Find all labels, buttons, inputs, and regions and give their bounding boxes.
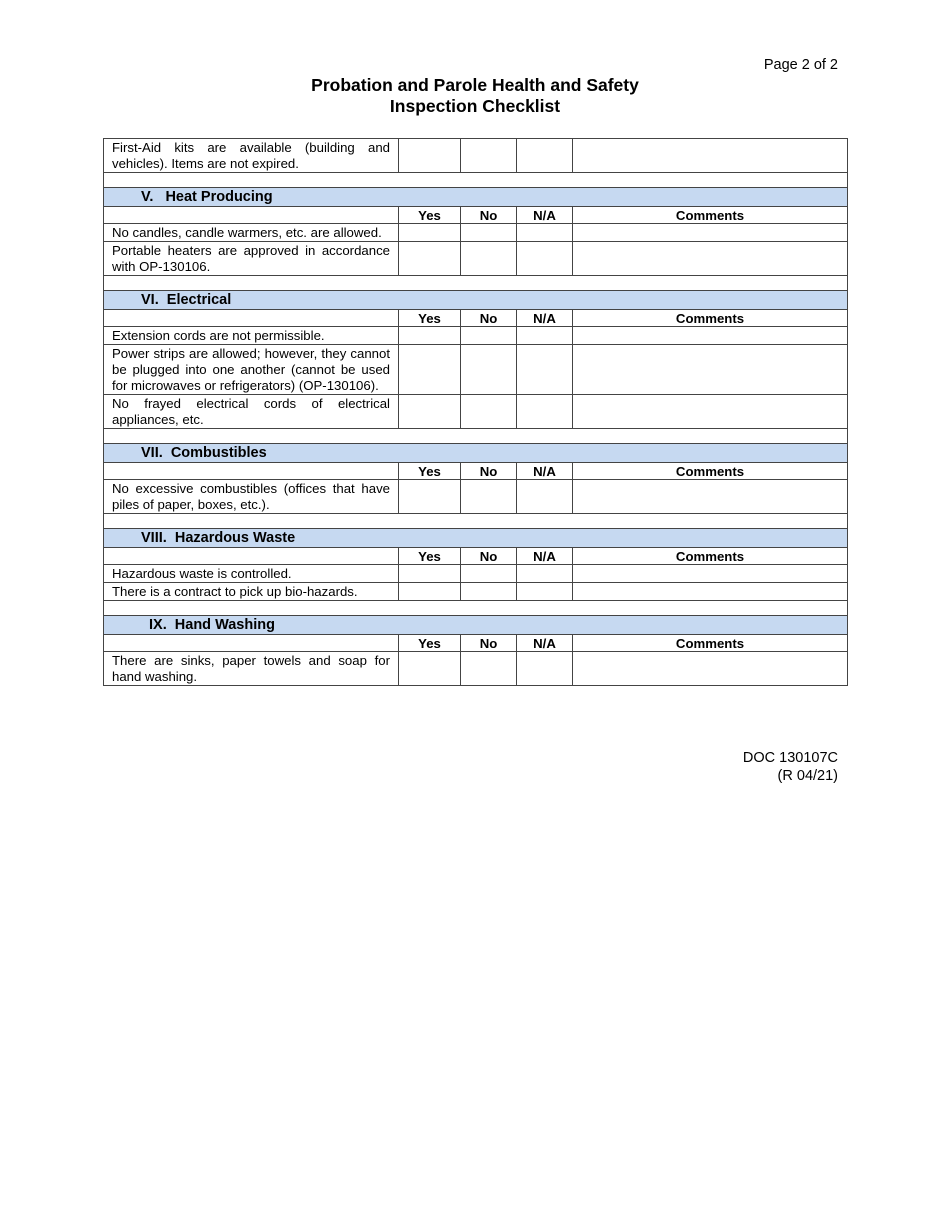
comments-cell[interactable] xyxy=(573,395,848,429)
na-cell[interactable] xyxy=(517,395,573,429)
column-header-row xyxy=(104,463,848,480)
table-row xyxy=(104,565,848,583)
column-header-comments: Comments xyxy=(573,207,848,224)
na-cell[interactable] xyxy=(517,139,573,173)
comments-cell[interactable] xyxy=(573,345,848,395)
table-row xyxy=(104,652,848,686)
yes-cell[interactable] xyxy=(399,395,461,429)
na-cell[interactable] xyxy=(517,480,573,514)
column-header-row xyxy=(104,207,848,224)
table-row xyxy=(104,242,848,276)
section-title: VIII. Hazardous Waste xyxy=(104,529,848,548)
table-row xyxy=(104,327,848,345)
na-cell[interactable] xyxy=(517,242,573,276)
checklist-item-text: First-Aid kits are available (building and vehicles). Items are not expired. xyxy=(104,139,399,173)
no-cell[interactable] xyxy=(461,583,517,601)
column-header-na: N/A xyxy=(517,207,573,224)
section-header-electrical xyxy=(104,291,848,310)
yes-cell[interactable] xyxy=(399,345,461,395)
checklist-item-text: No excessive combustibles (offices that have piles of paper, boxes, etc.). xyxy=(104,480,399,514)
na-cell[interactable] xyxy=(517,565,573,583)
column-header-comments: Comments xyxy=(573,463,848,480)
column-header-no: No xyxy=(461,548,517,565)
na-cell[interactable] xyxy=(517,652,573,686)
table-row xyxy=(104,480,848,514)
yes-cell[interactable] xyxy=(399,327,461,345)
checklist-item-text: Power strips are allowed; however, they cannot be plugged into one another (cannot be used for microwaves or refrigerators) (OP-130106). xyxy=(104,345,399,395)
page-title-line-2: Inspection Checklist xyxy=(389,96,561,116)
document-footer xyxy=(743,749,838,785)
revision-date: (R 04/21) xyxy=(777,768,838,784)
yes-cell[interactable] xyxy=(399,480,461,514)
page-number: Page 2 of 2 xyxy=(763,57,838,73)
no-cell[interactable] xyxy=(461,242,517,276)
comments-cell[interactable] xyxy=(573,224,848,242)
column-header-yes: Yes xyxy=(399,207,461,224)
table-row xyxy=(104,139,848,173)
yes-cell[interactable] xyxy=(399,224,461,242)
column-header-no: No xyxy=(461,310,517,327)
na-cell[interactable] xyxy=(517,224,573,242)
spacer-row xyxy=(104,276,848,291)
doc-number: DOC 130107C xyxy=(742,750,838,766)
page-title xyxy=(0,75,950,117)
yes-cell[interactable] xyxy=(399,139,461,173)
table-row xyxy=(104,345,848,395)
section-header-hazardous-waste xyxy=(104,529,848,548)
yes-cell[interactable] xyxy=(399,242,461,276)
column-header-na: N/A xyxy=(517,463,573,480)
yes-cell[interactable] xyxy=(399,583,461,601)
checklist-item-text: Extension cords are not permissible. xyxy=(104,327,399,345)
section-title: VII. Combustibles xyxy=(104,444,848,463)
checklist-item-text: There is a contract to pick up bio-hazards. xyxy=(104,583,399,601)
section-title: V. Heat Producing xyxy=(104,188,848,207)
column-header-yes: Yes xyxy=(399,310,461,327)
column-header-na: N/A xyxy=(517,548,573,565)
comments-cell[interactable] xyxy=(573,652,848,686)
spacer-row xyxy=(104,601,848,616)
column-header-no: No xyxy=(461,463,517,480)
column-header-comments: Comments xyxy=(573,548,848,565)
section-header-hand-washing xyxy=(104,616,848,635)
column-header-comments: Comments xyxy=(573,635,848,652)
column-header-row xyxy=(104,310,848,327)
checklist-item-text: No candles, candle warmers, etc. are allowed. xyxy=(104,224,399,242)
no-cell[interactable] xyxy=(461,224,517,242)
comments-cell[interactable] xyxy=(573,242,848,276)
column-header-no: No xyxy=(461,635,517,652)
checklist-item-text: No frayed electrical cords of electrical appliances, etc. xyxy=(104,395,399,429)
no-cell[interactable] xyxy=(461,139,517,173)
comments-cell[interactable] xyxy=(573,139,848,173)
section-header-heat-producing xyxy=(104,188,848,207)
section-title: VI. Electrical xyxy=(104,291,848,310)
column-header-yes: Yes xyxy=(399,463,461,480)
na-cell[interactable] xyxy=(517,345,573,395)
comments-cell[interactable] xyxy=(573,327,848,345)
column-header-yes: Yes xyxy=(399,548,461,565)
no-cell[interactable] xyxy=(461,652,517,686)
no-cell[interactable] xyxy=(461,480,517,514)
checklist-item-text: Portable heaters are approved in accordance with OP-130106. xyxy=(104,242,399,276)
comments-cell[interactable] xyxy=(573,480,848,514)
yes-cell[interactable] xyxy=(399,565,461,583)
table-row xyxy=(104,583,848,601)
column-header-row xyxy=(104,548,848,565)
column-header-na: N/A xyxy=(517,310,573,327)
section-header-combustibles xyxy=(104,444,848,463)
page-title-line-1: Probation and Parole Health and Safety xyxy=(311,75,639,95)
column-header-yes: Yes xyxy=(399,635,461,652)
spacer-row xyxy=(104,173,848,188)
checklist-item-text: There are sinks, paper towels and soap for hand washing. xyxy=(104,652,399,686)
column-header-comments: Comments xyxy=(573,310,848,327)
no-cell[interactable] xyxy=(461,345,517,395)
yes-cell[interactable] xyxy=(399,652,461,686)
column-header-no: No xyxy=(461,207,517,224)
no-cell[interactable] xyxy=(461,565,517,583)
section-title: IX. Hand Washing xyxy=(104,616,848,635)
comments-cell[interactable] xyxy=(573,583,848,601)
column-header-na: N/A xyxy=(517,635,573,652)
na-cell[interactable] xyxy=(517,327,573,345)
no-cell[interactable] xyxy=(461,395,517,429)
comments-cell[interactable] xyxy=(573,565,848,583)
no-cell[interactable] xyxy=(461,327,517,345)
column-header-row xyxy=(104,635,848,652)
spacer-row xyxy=(104,514,848,529)
checklist-item-text: Hazardous waste is controlled. xyxy=(104,565,399,583)
na-cell[interactable] xyxy=(517,583,573,601)
inspection-checklist-table xyxy=(103,138,848,686)
table-row xyxy=(104,395,848,429)
spacer-row xyxy=(104,429,848,444)
table-row xyxy=(104,224,848,242)
